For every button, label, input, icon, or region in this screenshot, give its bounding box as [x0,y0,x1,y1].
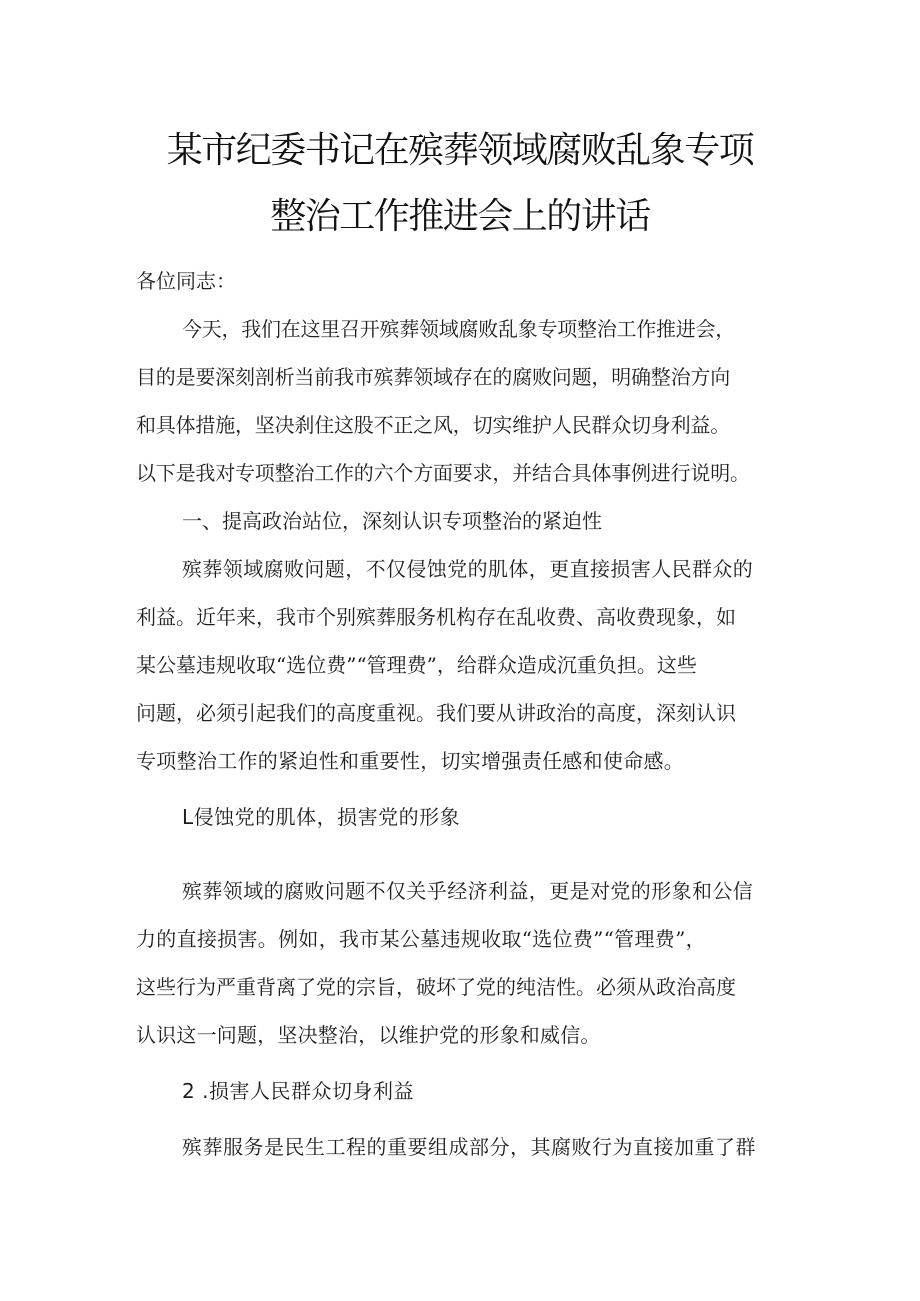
salutation: 各位同志： [136,269,236,293]
paragraph-line: 某公墓违规收取“选位费”“管理费”，给群众造成沉重负担。这些 [136,653,697,677]
section-heading-1: 一、提高政治站位，深刻认识专项整治的紧迫性 [182,509,602,533]
paragraph-line: 和具体措施，坚决刹住这股不正之风，切实维护人民群众切身利益。 [136,413,730,437]
paragraph-line: 专项整治工作的紧迫性和重要性，切实增强责任感和使命感。 [136,749,685,773]
paragraph-line: 殡葬领域腐败问题，不仅侵蚀党的肌体，更直接损害人民群众的 [182,557,754,581]
paragraph-line: 认识这一问题，坚决整治，以维护党的形象和威信。 [136,1023,601,1047]
paragraph-line: 问题，必须引起我们的高度重视。我们要从讲政治的高度，深刻认识 [136,701,736,725]
document-title-line-2: 整治工作推进会上的讲话 [270,196,650,237]
paragraph-line: 以下是我对专项整治工作的六个方面要求，并结合具体事例进行说明。 [136,461,750,485]
paragraph-line: 殡葬领域的腐败问题不仅关乎经济利益，更是对党的形象和公信 [182,879,754,903]
paragraph-line: 殡葬服务是民生工程的重要组成部分，其腐败行为直接加重了群 [182,1135,756,1159]
paragraph-line: 目的是要深刻剖析当前我市殡葬领域存在的腐败问题，明确整治方向 [136,365,730,389]
document-title-line-1: 某市纪委书记在殡葬领域腐败乱象专项 [166,130,754,171]
paragraph-line: 今天，我们在这里召开殡葬领域腐败乱象专项整治工作推进会， [182,317,735,341]
subheading-1: L侵蚀党的肌体，损害党的形象 [182,805,461,829]
subheading-2: 2 .损害人民群众切身利益 [182,1079,414,1103]
paragraph-line: 力的直接损害。例如，我市某公墓违规收取“选位费”“管理费”， [136,927,706,951]
paragraph-line: 利益。近年来，我市个别殡葬服务机构存在乱收费、高收费现象，如 [136,605,736,629]
paragraph-line: 这些行为严重背离了党的宗旨，破坏了党的纯洁性。必须从政治高度 [136,975,736,999]
